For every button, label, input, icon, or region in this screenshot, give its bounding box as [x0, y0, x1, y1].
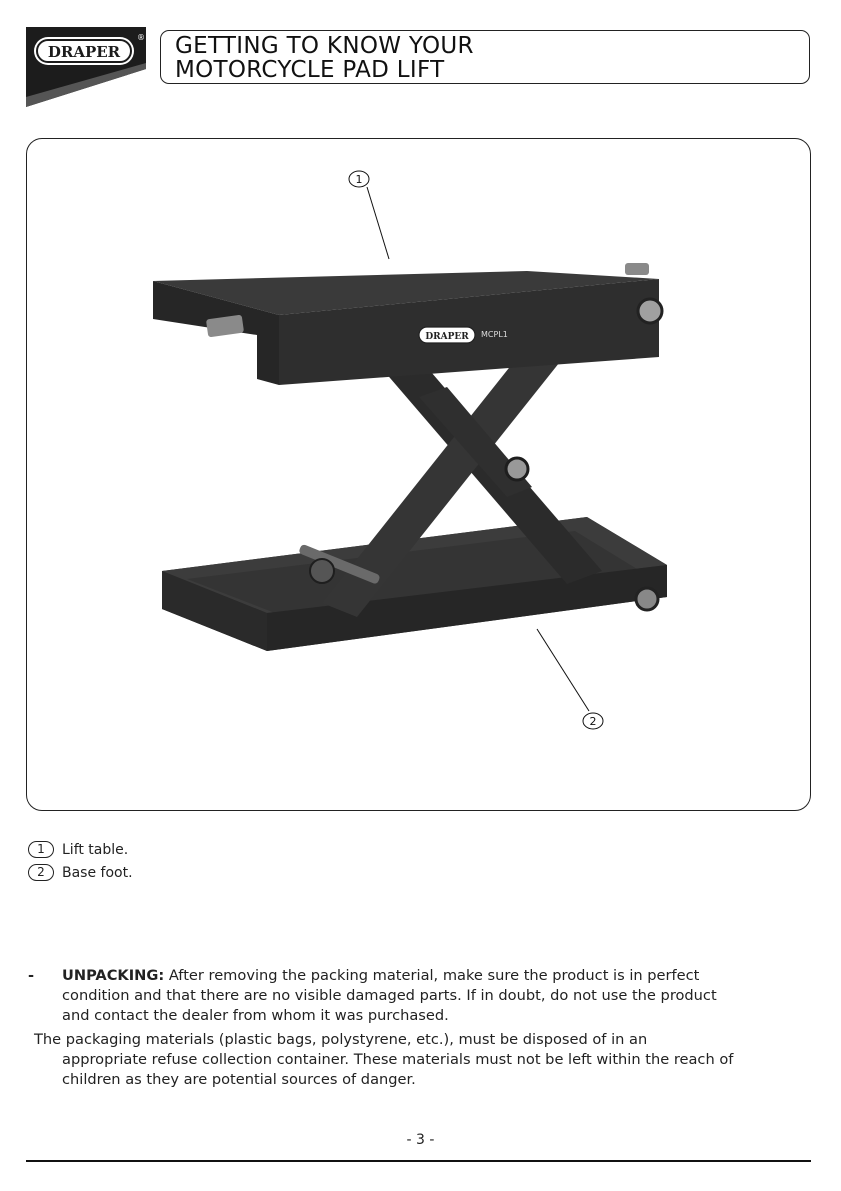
unpacking-heading: UNPACKING: [62, 967, 165, 984]
callout-1-number: 1 [355, 173, 363, 186]
legend-label: Base foot. [62, 864, 133, 881]
page-title-box [160, 30, 810, 84]
product-model-label: MCPL1 [481, 330, 508, 339]
pad-lift-illustration [27, 139, 811, 811]
product-brand-label: DRAPER [425, 332, 469, 342]
product-figure-panel [26, 138, 811, 811]
unpacking-para2-line-1: The packaging materials (plastic bags, polystyrene, etc.), must be disposed of in an [34, 1031, 648, 1048]
unpacking-line-3: and contact the dealer from whom it was purchased. [62, 1007, 449, 1024]
legend-item [28, 861, 133, 884]
brand-logo-text: DRAPER [47, 43, 121, 61]
page-number: - 3 - [406, 1132, 435, 1148]
draper-logo [26, 27, 156, 107]
unpacking-line-1 [62, 966, 802, 986]
unpacking-paragraph-2 [28, 1030, 808, 1090]
legend-label: Lift table. [62, 841, 129, 858]
registered-mark: ® [137, 33, 145, 42]
page-title-line-1: GETTING TO KNOW YOUR [175, 33, 474, 59]
unpacking-para2-line-2: appropriate refuse collection container. These materials must not be left within the reach of [62, 1051, 734, 1068]
callout-2-number: 2 [589, 715, 597, 728]
page-title-line-2: MOTORCYCLE PAD LIFT [175, 57, 445, 83]
lift-table-shape [153, 263, 662, 385]
footer-rule [26, 1160, 811, 1162]
unpacking-line-2: condition and that there are no visible damaged parts. If in doubt, do not use the product [62, 987, 717, 1004]
callout-2 [537, 629, 603, 729]
parts-legend [28, 838, 133, 884]
callout-1 [349, 171, 389, 259]
bullet-dash: - [28, 967, 35, 984]
unpacking-section [28, 966, 808, 1090]
legend-number-badge: 2 [28, 864, 54, 881]
unpacking-paragraph-1 [62, 966, 802, 1026]
unpacking-bullet [28, 966, 808, 1026]
legend-number-badge: 1 [28, 841, 54, 858]
unpacking-line-1-text: After removing the packing material, make sure the product is in perfect [168, 967, 700, 984]
unpacking-para2-line-3: children as they are potential sources of danger. [62, 1071, 416, 1088]
legend-item [28, 838, 133, 861]
